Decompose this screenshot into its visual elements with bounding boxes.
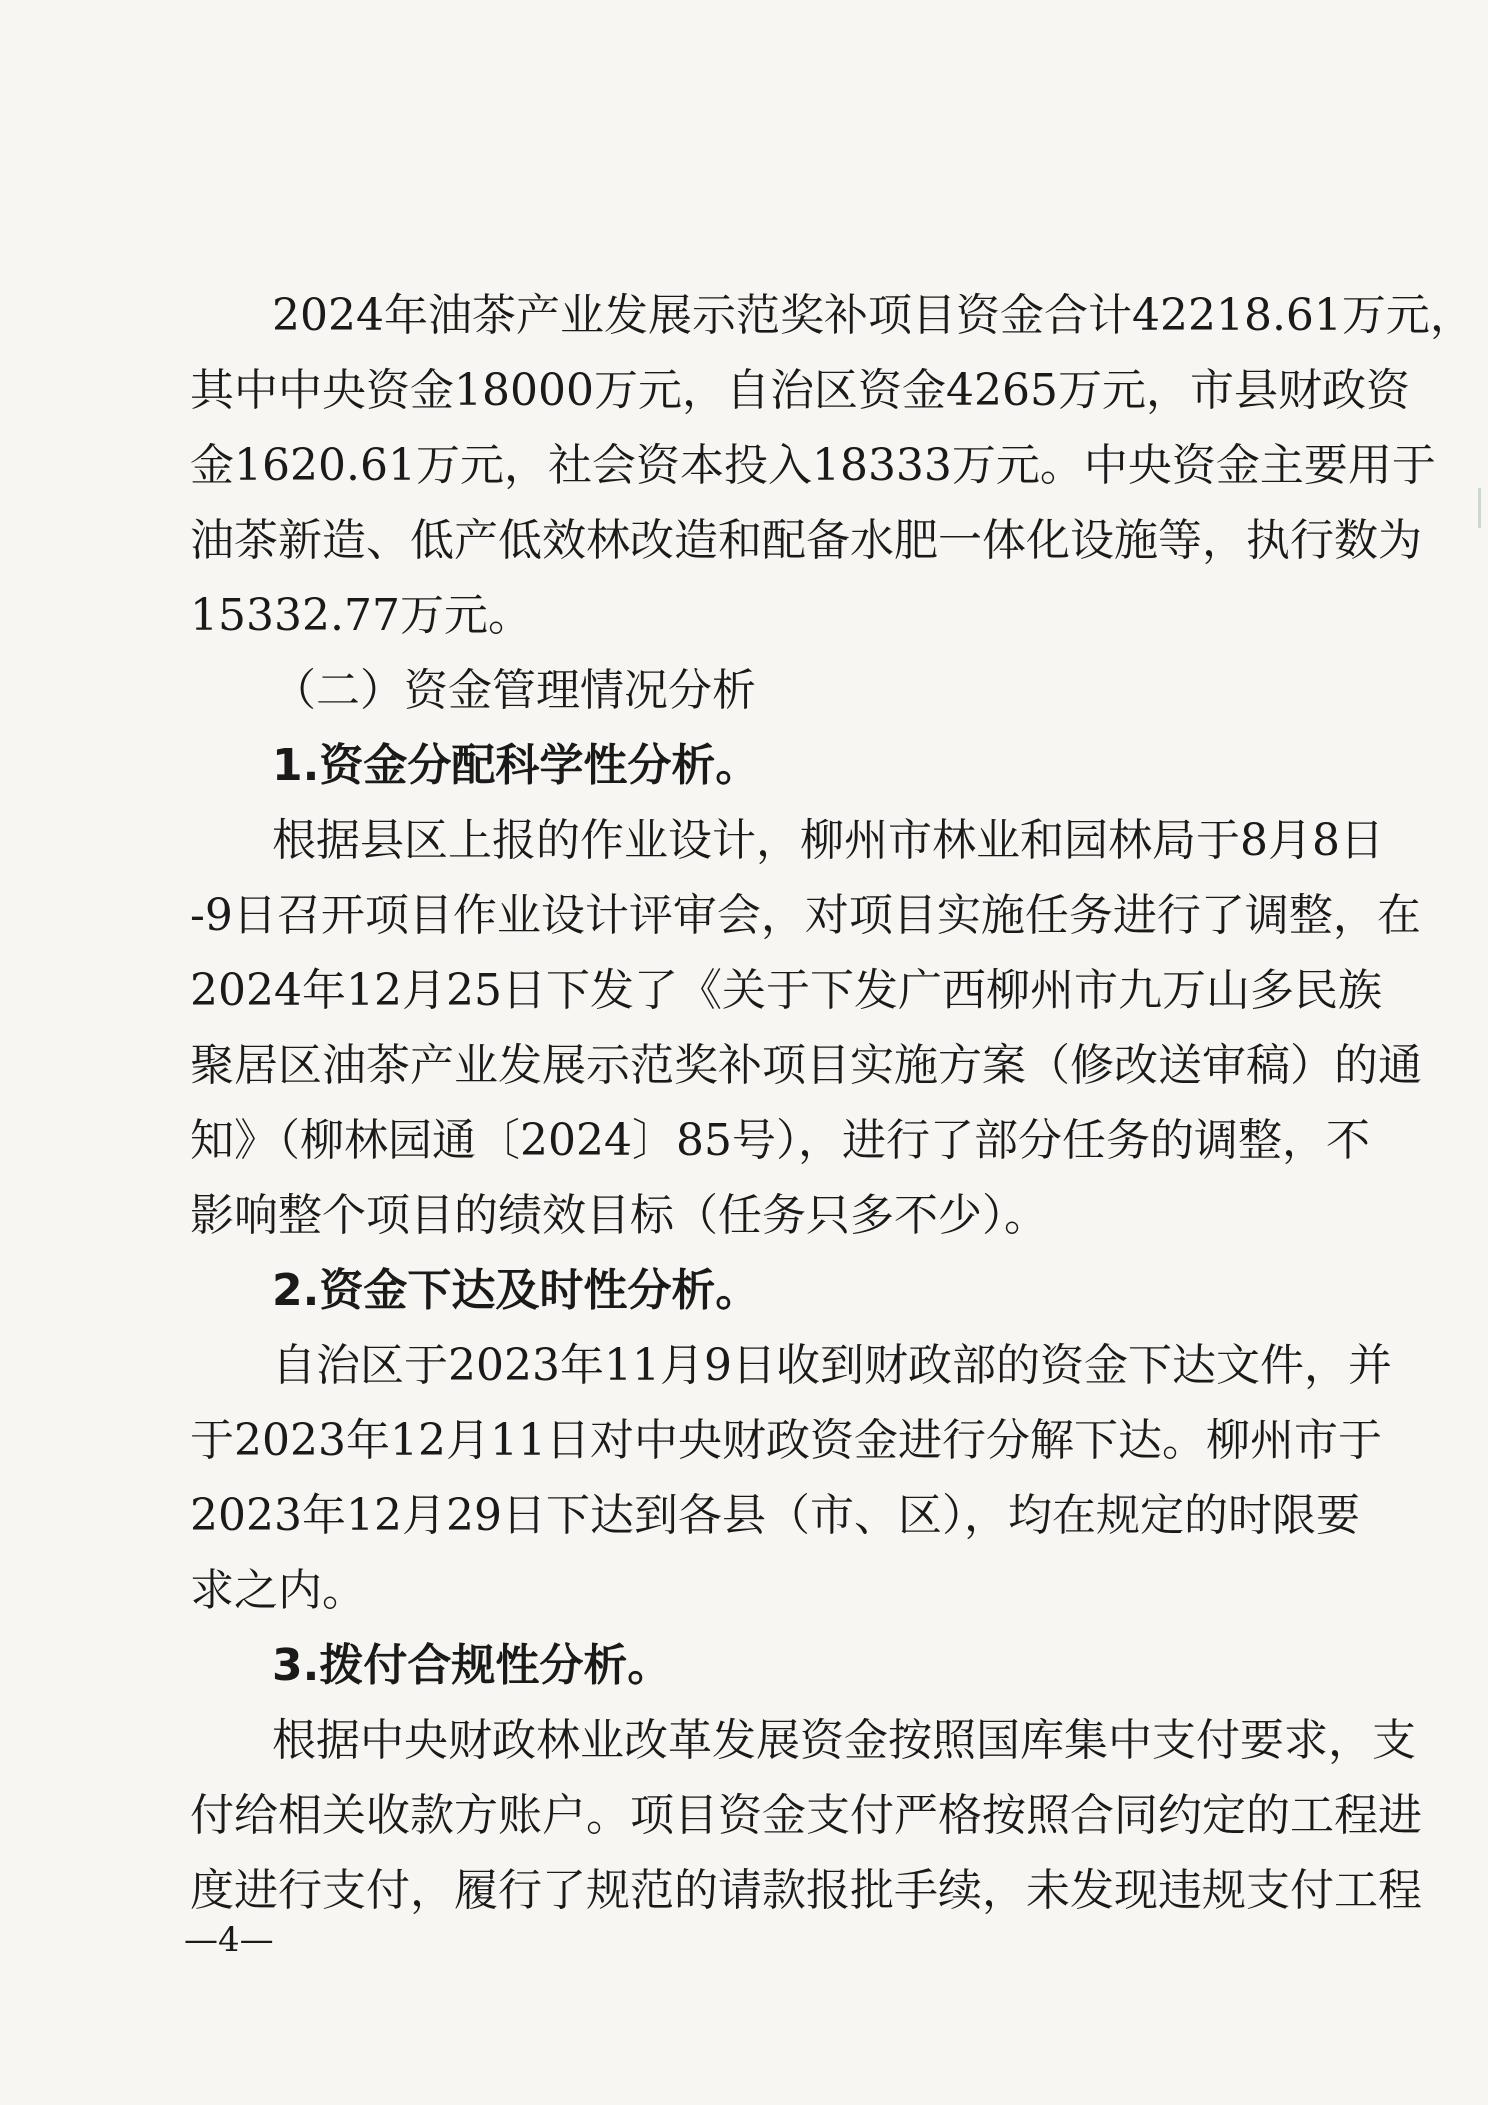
text-line: -9日召开项目作业设计评审会，对项目实施任务进行了调整，在: [190, 890, 1421, 941]
text-line: 金1620.61万元，社会资本投入18333万元。中央资金主要用于: [190, 440, 1436, 491]
text-line: 知》（柳林园通〔2024〕85号），进行了部分任务的调整，不: [190, 1115, 1370, 1166]
text-line: 付给相关收款方账户。项目资金支付严格按照合同约定的工程进: [190, 1790, 1422, 1841]
text-line: 聚居区油茶产业发展示范奖补项目实施方案（修改送审稿）的通: [190, 1040, 1422, 1091]
text-line: 求之内。: [190, 1565, 366, 1616]
text-line: 自治区于2023年11月9日收到财政部的资金下达文件，并: [272, 1340, 1392, 1391]
subheading: 1.资金分配科学性分析。: [272, 740, 760, 791]
text-line: 2023年12月29日下达到各县（市、区），均在规定的时限要: [190, 1490, 1360, 1541]
section-heading: （二）资金管理情况分析: [272, 665, 756, 716]
subheading: 3.拨付合规性分析。: [272, 1640, 672, 1691]
text-line: 其中中央资金18000万元，自治区资金4265万元，市县财政资: [190, 365, 1410, 416]
text-line: 2024年油茶产业发展示范奖补项目资金合计42218.61万元，: [272, 290, 1474, 341]
text-line: 根据县区上报的作业设计，柳州市林业和园林局于8月8日: [272, 815, 1384, 866]
page-number: —4—: [184, 1920, 274, 1960]
text-line: 影响整个项目的绩效目标（任务只多不少）。: [190, 1190, 1048, 1241]
text-line: 根据中央财政林业改革发展资金按照国库集中支付要求，支: [272, 1715, 1416, 1766]
text-line: 于2023年12月11日对中央财政资金进行分解下达。柳州市于: [190, 1415, 1382, 1466]
text-line: 油茶新造、低产低效林改造和配备水肥一体化设施等，执行数为: [190, 515, 1422, 566]
subheading: 2.资金下达及时性分析。: [272, 1265, 760, 1316]
text-line: 15332.77万元。: [190, 590, 532, 641]
scan-speck: [1478, 488, 1481, 528]
text-line: 度进行支付，履行了规范的请款报批手续，未发现违规支付工程: [190, 1865, 1422, 1916]
text-line: 2024年12月25日下发了《关于下发广西柳州市九万山多民族: [190, 965, 1382, 1016]
